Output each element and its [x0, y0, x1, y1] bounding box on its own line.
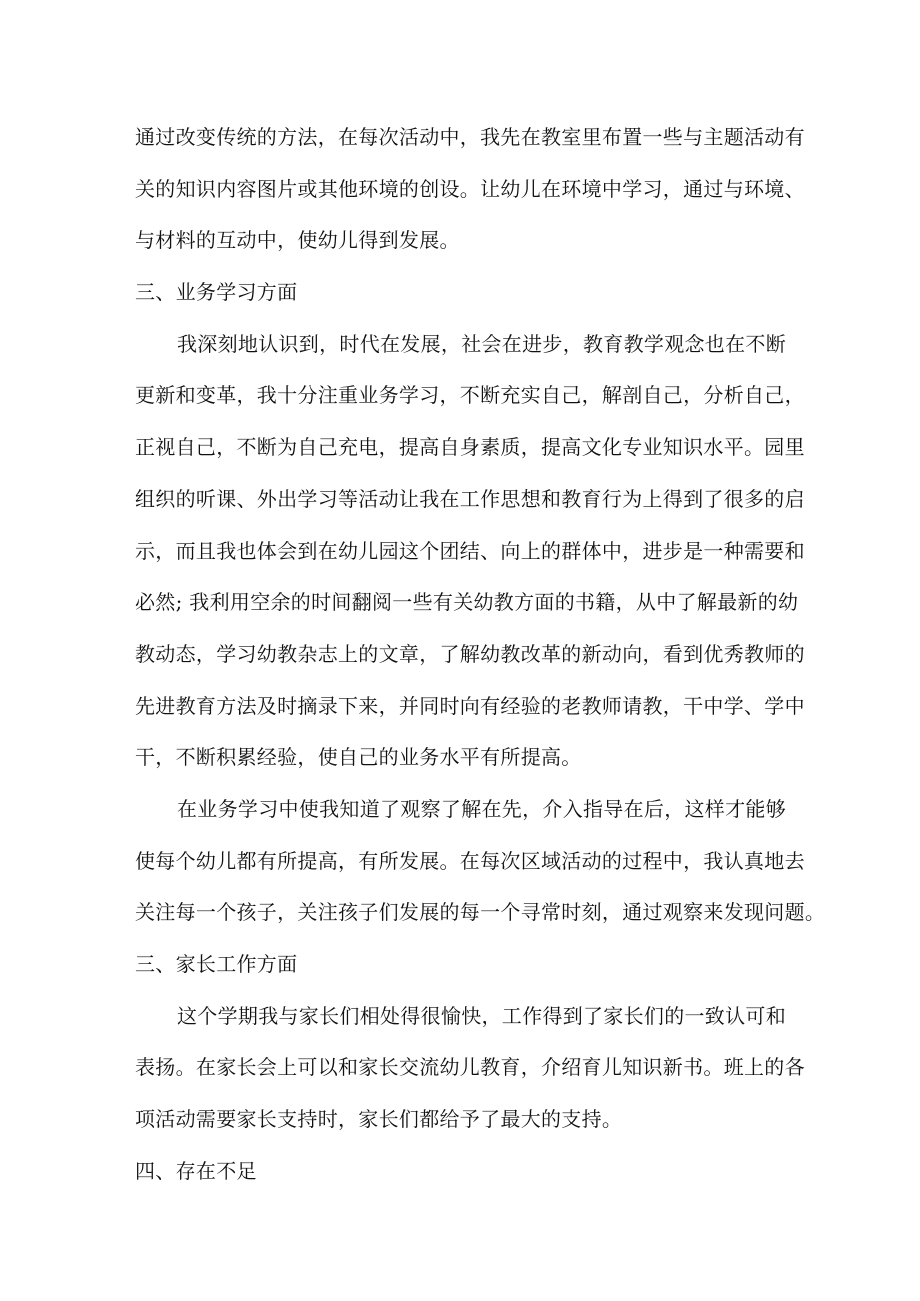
- paragraph-line: 项活动需要家长支持时，家长们都给予了最大的支持。: [135, 1107, 623, 1132]
- paragraph-line: 示，而且我也体会到在幼儿园这个团结、向上的群体中，进步是一种需要和: [135, 538, 805, 563]
- paragraph-line: 干，不断积累经验，使自己的业务水平有所提高。: [135, 745, 582, 770]
- body-text: [135, 112, 826, 1197]
- paragraph-line: 先进教育方法及时摘录下来，并同时向有经验的老教师请教，干中学、学中: [135, 693, 805, 718]
- paragraph-line: 组织的听课、外出学习等活动让我在工作思想和教育行为上得到了很多的启: [135, 486, 805, 511]
- paragraph-line: 表扬。在家长会上可以和家长交流幼儿教育，介绍育儿知识新书。班上的各: [135, 1055, 805, 1080]
- paragraph-line: 更新和变革，我十分注重业务学习，不断充实自己，解剖自己，分析自己，: [135, 383, 805, 408]
- section-heading: 四、存在不足: [135, 1158, 257, 1183]
- paragraph-line: 我深刻地认识到，时代在发展，社会在进步，教育教学观念也在不断: [177, 331, 786, 356]
- paragraph-line: 正视自己，不断为自己充电，提高自身素质，提高文化专业知识水平。园里: [135, 435, 805, 460]
- paragraph-line: 这个学期我与家长们相处得很愉快，工作得到了家长们的一致认可和: [177, 1003, 786, 1028]
- paragraph-line: 通过改变传统的方法，在每次活动中，我先在教室里布置一些与主题活动有: [135, 125, 805, 149]
- paragraph-line: 必然; 我利用空余的时间翻阅一些有关幼教方面的书籍，从中了解最新的幼: [135, 590, 799, 615]
- paragraph-line: 使每个幼儿都有所提高，有所发展。在每次区域活动的过程中，我认真地去: [135, 848, 805, 873]
- paragraph-line: 关的知识内容图片或其他环境的创设。让幼儿在环境中学习，通过与环境、: [135, 176, 805, 201]
- paragraph-line: 与材料的互动中，使幼儿得到发展。: [135, 228, 460, 253]
- paragraph-line: 教动态，学习幼教杂志上的文章，了解幼教改革的新动向，看到优秀教师的: [135, 641, 805, 666]
- paragraph-line: 在业务学习中使我知道了观察了解在先，介入指导在后，这样才能够: [177, 796, 786, 821]
- section-heading: 三、家长工作方面: [135, 952, 298, 976]
- paragraph-line: 关注每一个孩子，关注孩子们发展的每一个寻常时刻，通过观察来发现问题。: [135, 900, 826, 925]
- section-heading: 三、业务学习方面: [135, 280, 298, 305]
